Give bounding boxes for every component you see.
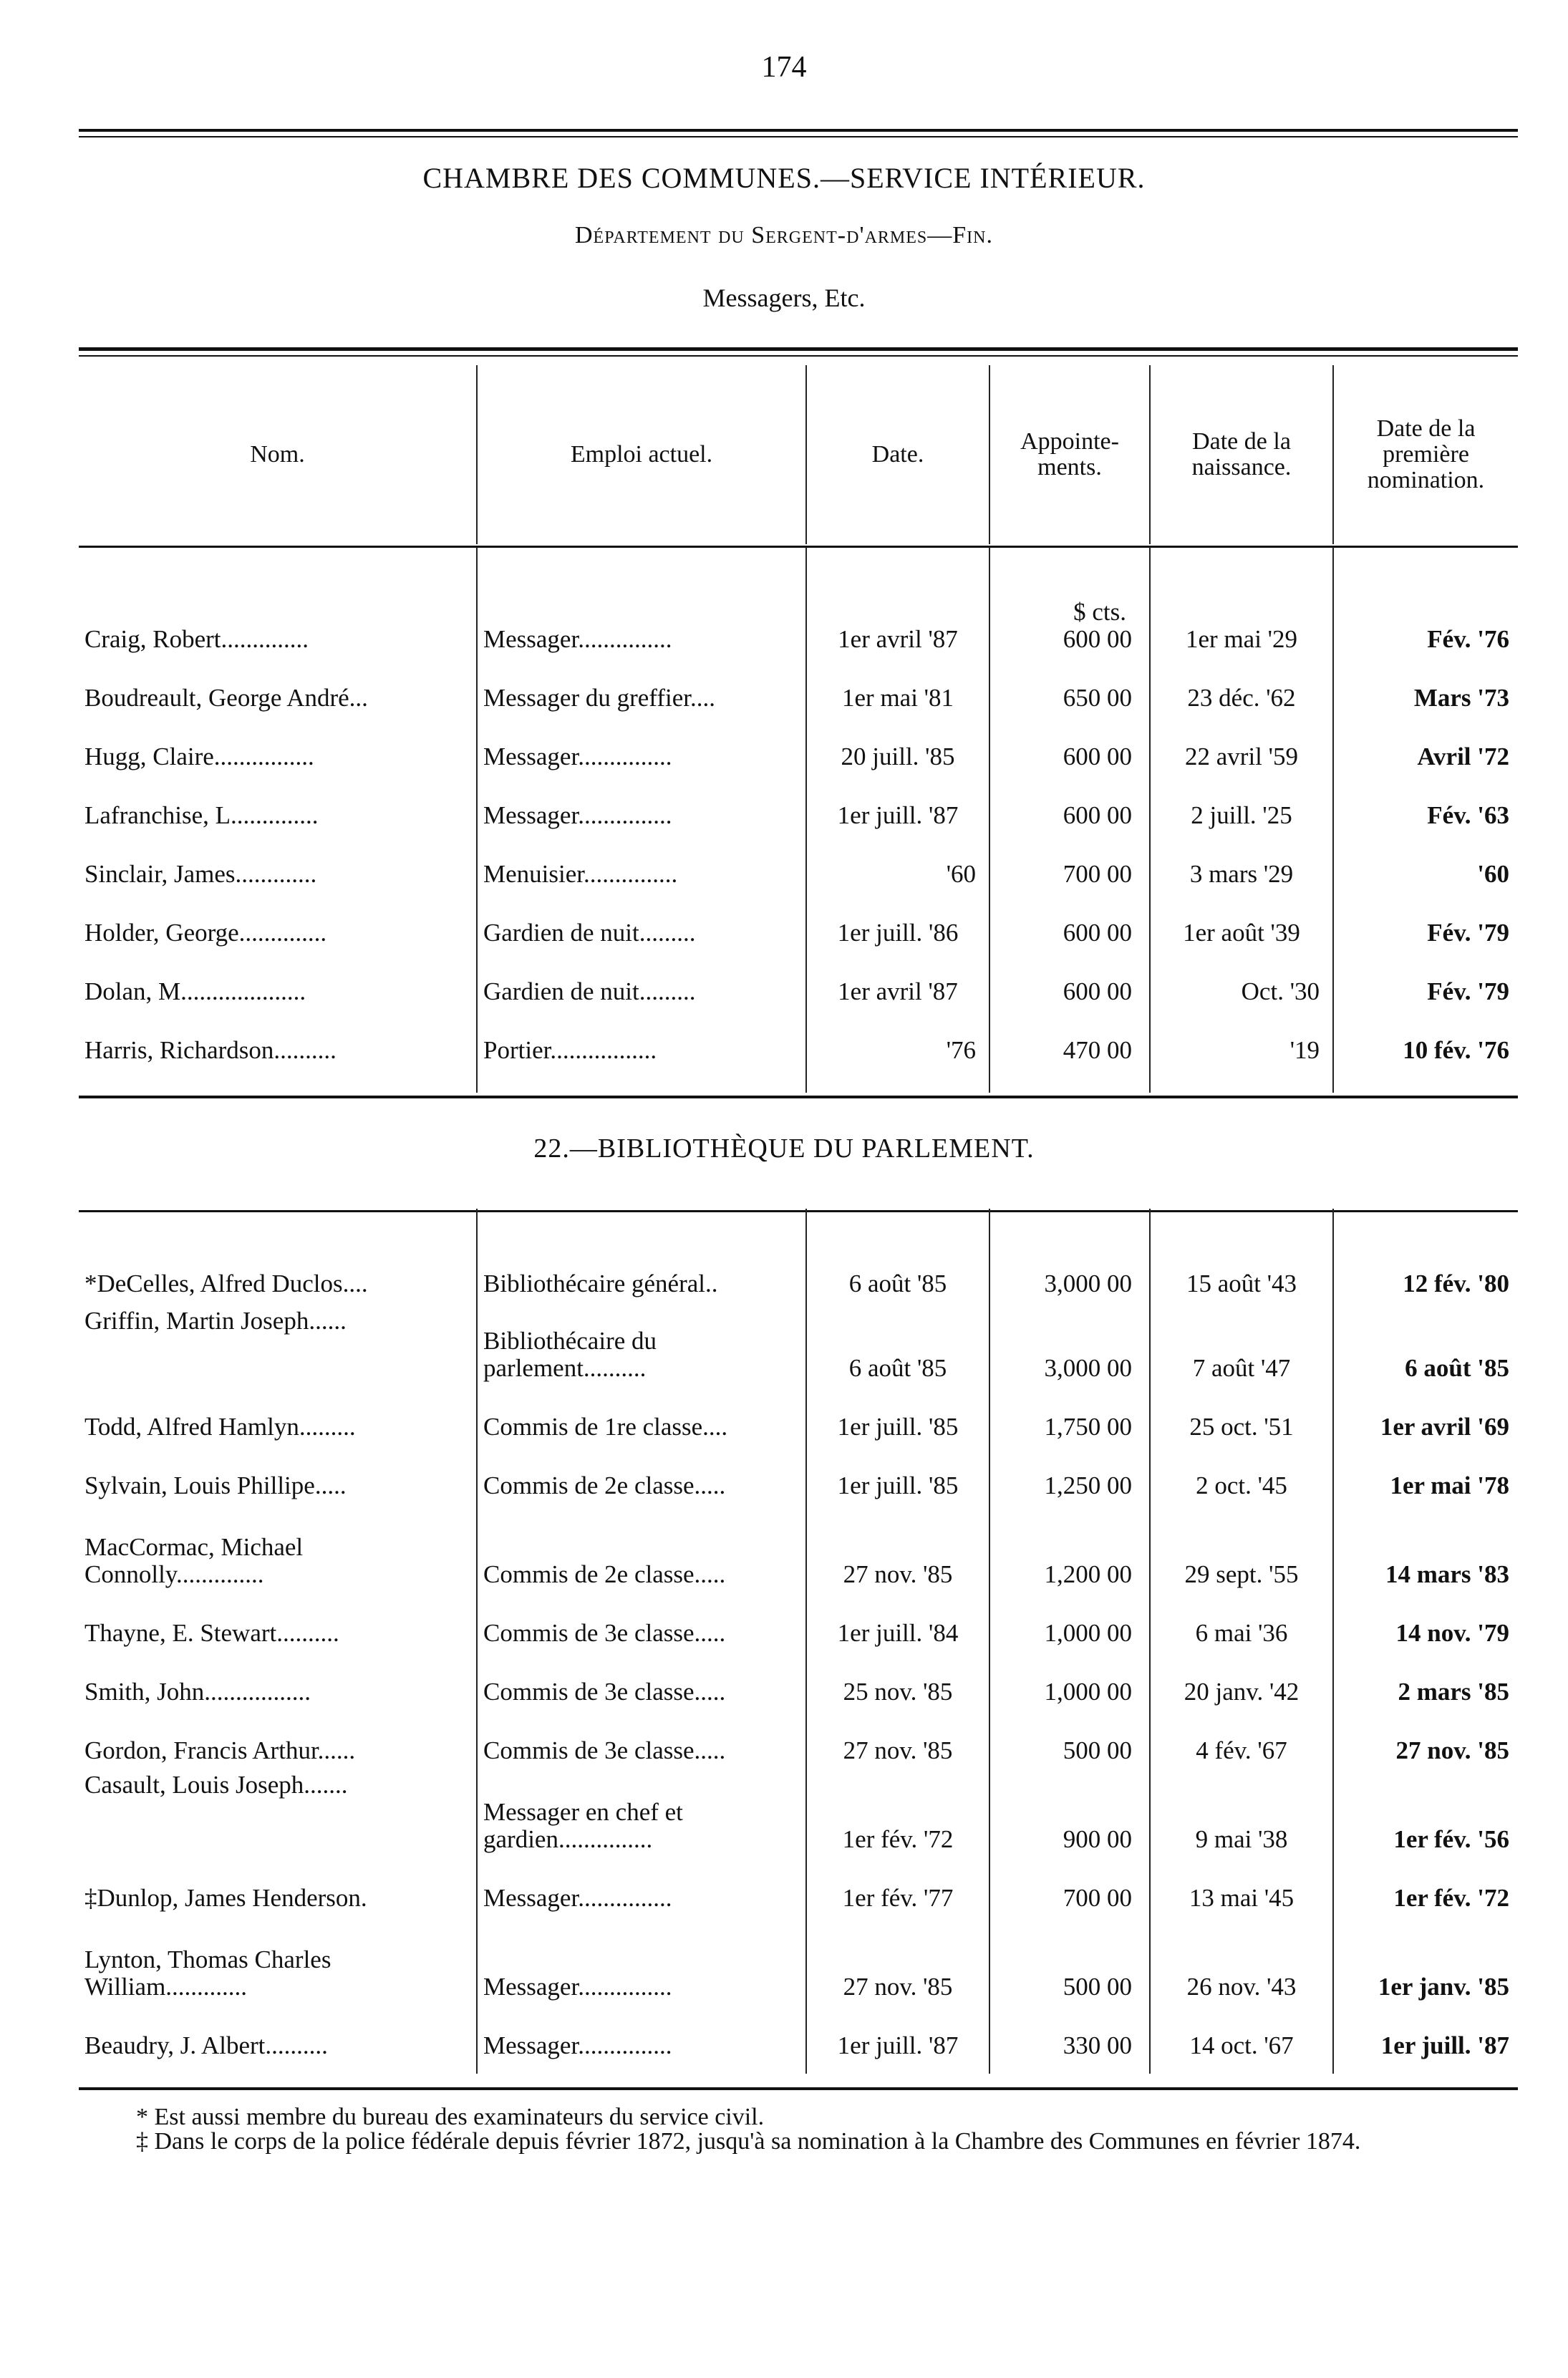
- cell-naissance: 3 mars '29: [1150, 829, 1333, 888]
- table-row: [79, 1499, 1518, 1588]
- cell-date: 1er juill. '85: [806, 1441, 989, 1499]
- page-number: 174: [761, 51, 807, 84]
- cell-emploi: Portier.................: [477, 1005, 806, 1064]
- cell-nom: Sinclair, James.............: [84, 860, 317, 888]
- cell-nom: ‡Dunlop, James Henderson.: [84, 1884, 367, 1912]
- cell-nom: MacCormac, Michael Connolly..............: [84, 1533, 304, 1588]
- cell-emploi: Bibliothécaire du parlement..........: [477, 1297, 806, 1382]
- cell-nomination: 6 août '85: [1333, 1297, 1518, 1382]
- cell-appointements: 700 00: [989, 829, 1150, 888]
- cell-nom: Casault, Louis Joseph.......: [84, 1771, 348, 1799]
- staff-table: [79, 547, 1518, 1093]
- column-header-emploi: Emploi actuel.: [477, 365, 806, 544]
- cell-naissance: 13 mai '45: [1150, 1853, 1333, 1912]
- cell-nomination: 10 fév. '76: [1333, 1005, 1518, 1064]
- cell-nom: Lynton, Thomas Charles William.............: [84, 1946, 331, 2001]
- cell-appointements: 500 00: [989, 1912, 1150, 2001]
- footnotes: [79, 2105, 1518, 2154]
- cell-nomination: 1er fév. '56: [1333, 1764, 1518, 1853]
- table-row: [79, 1297, 1518, 1382]
- table-row: [79, 626, 1518, 653]
- cell-emploi: Commis de 2e classe.....: [477, 1441, 806, 1499]
- cell-appointements: 500 00: [989, 1706, 1150, 1764]
- column-header-table: [79, 365, 1518, 544]
- cell-date: '60: [806, 829, 989, 888]
- cell-naissance: 15 août '43: [1150, 1234, 1333, 1297]
- cell-appointements: 600 00: [989, 947, 1150, 1005]
- cell-naissance: 2 oct. '45: [1150, 1441, 1333, 1499]
- cell-naissance: Oct. '30: [1150, 947, 1333, 1005]
- cell-emploi: Commis de 2e classe.....: [477, 1499, 806, 1588]
- cell-nom: Hugg, Claire................: [84, 743, 314, 770]
- cell-emploi: Messager en chef et gardien...............: [477, 1764, 806, 1853]
- cell-nomination: Mars '73: [1333, 653, 1518, 712]
- library-table: [79, 1209, 1518, 2074]
- page-subtitle: Département du Sergent-d'armes—Fin.: [575, 222, 993, 248]
- cell-naissance: 4 fév. '67: [1150, 1706, 1333, 1764]
- table-row: [79, 829, 1518, 888]
- table-row: [79, 1234, 1518, 1297]
- cell-date: 1er juill. '86: [806, 888, 989, 947]
- cell-nom: Boudreault, George André...: [84, 684, 368, 712]
- cell-nomination: 1er janv. '85: [1333, 1912, 1518, 2001]
- page-title: CHAMBRE DES COMMUNES.—SERVICE INTÉRIEUR.: [422, 162, 1146, 194]
- cell-naissance: 7 août '47: [1150, 1297, 1333, 1382]
- cell-naissance: 25 oct. '51: [1150, 1382, 1333, 1441]
- cell-naissance: '19: [1150, 1005, 1333, 1064]
- currency-header: $ cts.: [1073, 598, 1126, 626]
- cell-naissance: 9 mai '38: [1150, 1764, 1333, 1853]
- footnote-1: * Est aussi membre du bureau des examinateurs du service civil.: [136, 2104, 765, 2130]
- column-header-naissance: Date de la naissance.: [1150, 365, 1333, 544]
- cell-nomination: 14 mars '83: [1333, 1499, 1518, 1588]
- cell-appointements: 1,250 00: [989, 1441, 1150, 1499]
- cell-nomination: Fév. '76: [1333, 626, 1518, 653]
- cell-emploi: Messager...............: [477, 1912, 806, 2001]
- cell-appointements: 900 00: [989, 1764, 1150, 1853]
- header-rule-thick: [79, 347, 1518, 351]
- cell-appointements: 3,000 00: [989, 1297, 1150, 1382]
- cell-appointements: 1,750 00: [989, 1382, 1150, 1441]
- cell-emploi: Messager...............: [477, 626, 806, 653]
- cell-date: '76: [806, 1005, 989, 1064]
- column-header-nomination: Date de la première nomination.: [1333, 365, 1518, 544]
- cell-nom: Gordon, Francis Arthur......: [84, 1736, 356, 1764]
- cell-nomination: Fév. '79: [1333, 947, 1518, 1005]
- cell-nom: Thayne, E. Stewart..........: [84, 1619, 339, 1647]
- cell-appointements: 700 00: [989, 1853, 1150, 1912]
- cell-nom: Smith, John.................: [84, 1678, 311, 1706]
- cell-date: 1er juill. '87: [806, 2001, 989, 2059]
- table-row: [79, 1706, 1518, 1764]
- cell-date: 1er fév. '77: [806, 1853, 989, 1912]
- bottom-rule: [79, 2087, 1518, 2090]
- cell-emploi: Gardien de nuit.........: [477, 947, 806, 1005]
- cell-nom: Harris, Richardson..........: [84, 1036, 337, 1064]
- cell-naissance: 20 janv. '42: [1150, 1647, 1333, 1706]
- cell-nomination: 1er fév. '72: [1333, 1853, 1518, 1912]
- cell-date: 1er avril '87: [806, 626, 989, 653]
- cell-appointements: 3,000 00: [989, 1234, 1150, 1297]
- cell-appointements: 600 00: [989, 712, 1150, 770]
- cell-nom: Griffin, Martin Joseph......: [84, 1307, 347, 1335]
- cell-nom: *DeCelles, Alfred Duclos....: [84, 1270, 368, 1297]
- cell-appointements: 1,200 00: [989, 1499, 1150, 1588]
- cell-appointements: 330 00: [989, 2001, 1150, 2059]
- cell-date: 25 nov. '85: [806, 1647, 989, 1706]
- cell-nom: Dolan, M....................: [84, 977, 306, 1005]
- cell-date: 27 nov. '85: [806, 1499, 989, 1588]
- cell-appointements: 600 00: [989, 770, 1150, 829]
- cell-emploi: Messager...............: [477, 2001, 806, 2059]
- cell-nomination: 12 fév. '80: [1333, 1234, 1518, 1297]
- section2-title: 22.—BIBLIOTHÈQUE DU PARLEMENT.: [533, 1134, 1035, 1164]
- cell-nomination: Fév. '79: [1333, 888, 1518, 947]
- cell-nomination: 27 nov. '85: [1333, 1706, 1518, 1764]
- column-header-date: Date.: [806, 365, 989, 544]
- top-rule-thin: [79, 136, 1518, 137]
- header-rule-thin: [79, 355, 1518, 357]
- table-row: [79, 1588, 1518, 1647]
- cell-date: 1er juill. '85: [806, 1382, 989, 1441]
- cell-appointements: 600 00: [989, 626, 1150, 653]
- cell-naissance: 1er mai '29: [1150, 626, 1333, 653]
- cell-date: 1er fév. '72: [806, 1764, 989, 1853]
- cell-emploi: Gardien de nuit.........: [477, 888, 806, 947]
- cell-date: 1er juill. '87: [806, 770, 989, 829]
- cell-nomination: 14 nov. '79: [1333, 1588, 1518, 1647]
- cell-emploi: Messager du greffier....: [477, 653, 806, 712]
- cell-nom: Todd, Alfred Hamlyn.........: [84, 1413, 356, 1441]
- cell-nomination: Avril '72: [1333, 712, 1518, 770]
- cell-nom: Craig, Robert..............: [84, 626, 309, 653]
- currency-row: [79, 547, 1518, 626]
- table-row: [79, 1005, 1518, 1064]
- cell-naissance: 2 juill. '25: [1150, 770, 1333, 829]
- cell-date: 1er avril '87: [806, 947, 989, 1005]
- section-title: Messagers, Etc.: [702, 284, 866, 312]
- cell-emploi: Messager...............: [477, 1853, 806, 1912]
- table-row: [79, 770, 1518, 829]
- cell-emploi: Commis de 3e classe.....: [477, 1647, 806, 1706]
- column-header-nom: Nom.: [250, 441, 305, 468]
- table-row: [79, 2001, 1518, 2059]
- cell-emploi: Commis de 1re classe....: [477, 1382, 806, 1441]
- cell-date: 6 août '85: [806, 1297, 989, 1382]
- table-row: [79, 1441, 1518, 1499]
- cell-emploi: Commis de 3e classe.....: [477, 1588, 806, 1647]
- top-rule-thick: [79, 129, 1518, 132]
- table-row: [79, 712, 1518, 770]
- cell-naissance: 23 déc. '62: [1150, 653, 1333, 712]
- cell-appointements: 650 00: [989, 653, 1150, 712]
- cell-naissance: 22 avril '59: [1150, 712, 1333, 770]
- cell-nom: Beaudry, J. Albert..........: [84, 2031, 328, 2059]
- cell-nom: Sylvain, Louis Phillipe.....: [84, 1471, 347, 1499]
- table-row: [79, 947, 1518, 1005]
- cell-date: 1er mai '81: [806, 653, 989, 712]
- cell-emploi: Commis de 3e classe.....: [477, 1706, 806, 1764]
- cell-date: 6 août '85: [806, 1234, 989, 1297]
- cell-appointements: 470 00: [989, 1005, 1150, 1064]
- cell-emploi: Messager...............: [477, 712, 806, 770]
- cell-nomination: 1er mai '78: [1333, 1441, 1518, 1499]
- cell-naissance: 1er août '39: [1150, 888, 1333, 947]
- cell-naissance: 6 mai '36: [1150, 1588, 1333, 1647]
- footnote-2: ‡ Dans le corps de la police fédérale depuis février 1872, jusqu'à sa nomination à la Chambre des Communes en février 1874.: [136, 2128, 1361, 2155]
- cell-naissance: 29 sept. '55: [1150, 1499, 1333, 1588]
- cell-date: 27 nov. '85: [806, 1706, 989, 1764]
- table-row: [79, 1912, 1518, 2001]
- cell-nomination: 1er avril '69: [1333, 1382, 1518, 1441]
- cell-naissance: 14 oct. '67: [1150, 2001, 1333, 2059]
- cell-emploi: Bibliothécaire général..: [477, 1234, 806, 1297]
- cell-date: 1er juill. '84: [806, 1588, 989, 1647]
- cell-nom: Holder, George..............: [84, 919, 327, 947]
- cell-nom: Lafranchise, L..............: [84, 801, 319, 829]
- table-row: [79, 1382, 1518, 1441]
- cell-appointements: 1,000 00: [989, 1588, 1150, 1647]
- section-divider-rule: [79, 1096, 1518, 1098]
- cell-nomination: 1er juill. '87: [1333, 2001, 1518, 2059]
- table-row: [79, 1853, 1518, 1912]
- cell-emploi: Menuisier...............: [477, 829, 806, 888]
- cell-appointements: 1,000 00: [989, 1647, 1150, 1706]
- cell-date: 20 juill. '85: [806, 712, 989, 770]
- cell-nomination: 2 mars '85: [1333, 1647, 1518, 1706]
- cell-appointements: 600 00: [989, 888, 1150, 947]
- cell-nomination: '60: [1333, 829, 1518, 888]
- table-row: [79, 888, 1518, 947]
- cell-naissance: 26 nov. '43: [1150, 1912, 1333, 2001]
- table-row: [79, 653, 1518, 712]
- cell-date: 27 nov. '85: [806, 1912, 989, 2001]
- cell-nomination: Fév. '63: [1333, 770, 1518, 829]
- column-header-appointements: Appointe-ments.: [989, 365, 1150, 544]
- cell-emploi: Messager...............: [477, 770, 806, 829]
- table-row: [79, 1647, 1518, 1706]
- table-row: [79, 1764, 1518, 1853]
